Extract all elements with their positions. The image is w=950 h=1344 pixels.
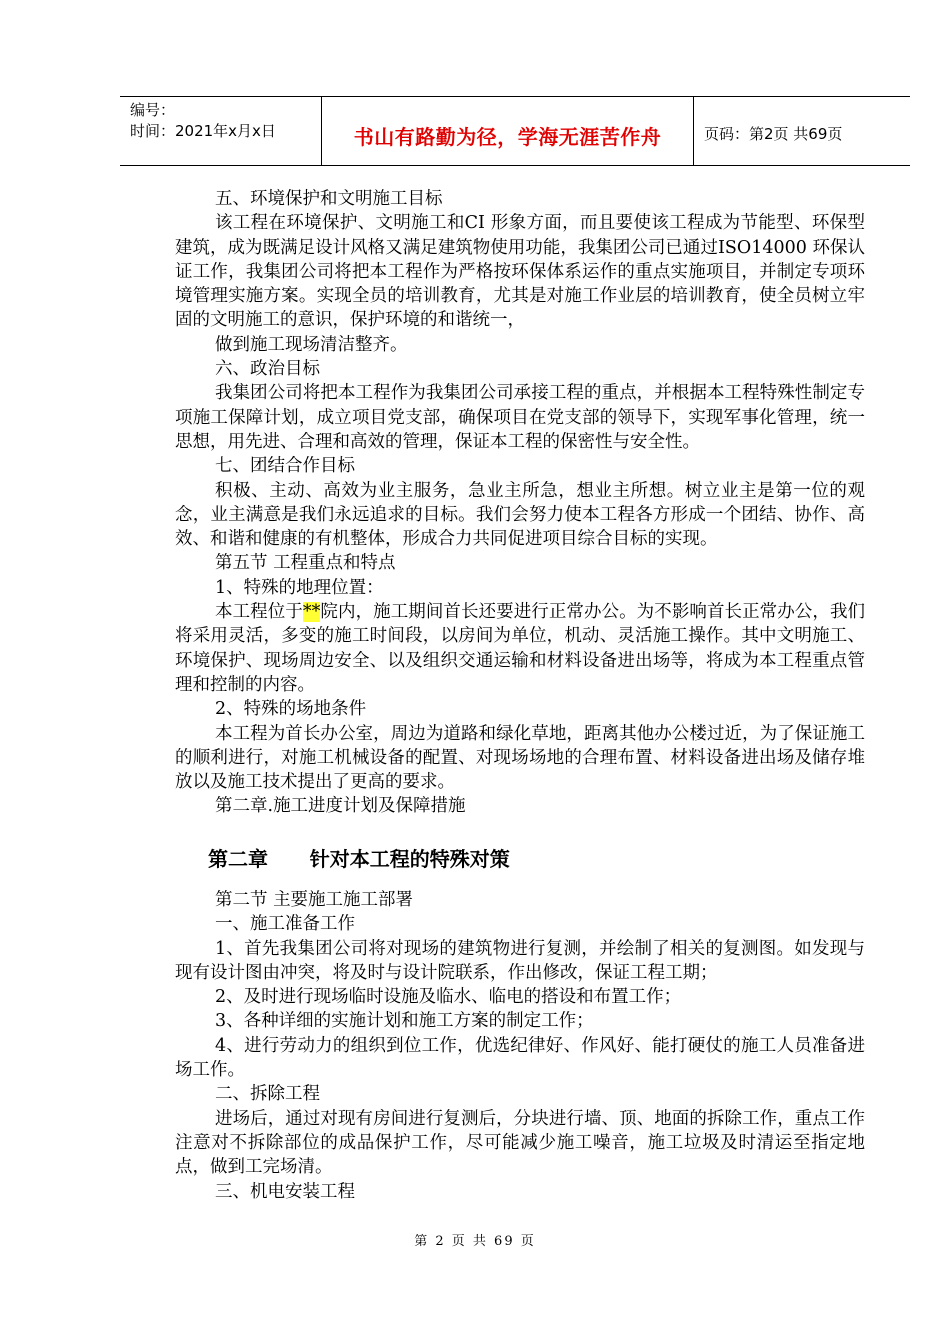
page-footer: 第 2 页 共 69 页 (414, 1234, 536, 1249)
section-heading: 第五节 工程重点和特点 (215, 553, 396, 574)
document-time-label: 时间：2021年x月x日 (130, 122, 276, 140)
paragraph-text: 院内，施工期间首长还要进行正常办公。为不影响首长正常办公，我们将采用灵活，多变的施工时间段，以房间为单位，机动、灵活施工操作。其中文明施工、环境保护、现场周边安全、以及组织交通运输和材料设备进出场等，将成为本工程重点管理和控制的内容。 (175, 602, 866, 695)
header-page-info: 页码：第2页 共69页 (704, 125, 843, 143)
header-middle-cell (322, 97, 694, 165)
section-heading: 六、政治目标 (215, 359, 320, 380)
document-body-part1 (175, 187, 865, 819)
paragraph: 该工程在环境保护、文明施工和CI 形象方面，而且要使该工程成为节能型、环保型建筑，成为既满足设计风格又满足建筑物使用功能，我集团公司已通过ISO14000 环保认证工作，我集团公司将把本工程作为严格按环保体系运作的重点实施项目，并制定专项环境管理实施方案。实现全员的培训教育，尤其是对施工作业层的培训教育，使全员树立牢固的文明施工的意识，保护环境的和谐统一， (175, 213, 865, 331)
highlighted-text: ** (302, 602, 321, 623)
subsection-heading: 一、施工准备工作 (215, 914, 355, 935)
paragraph: 本工程为首长办公室，周边为道路和绿化草地，距离其他办公楼过近，为了保证施工的顺利进行，对施工机械设备的配置、对现场场地的合理布置、材料设备进出场及储存堆放以及施工技术提出了更高的要求。 (175, 723, 865, 793)
section-heading: 第二节 主要施工施工部署 (215, 890, 414, 910)
section-heading: 五、环境保护和文明施工目标 (215, 189, 443, 209)
paragraph: 做到施工现场清洁整齐。 (215, 334, 408, 355)
section-heading: 七、团结合作目标 (215, 456, 355, 477)
page-header (120, 96, 910, 166)
paragraph (175, 600, 865, 697)
list-item: 3、各种详细的实施计划和施工方案的制定工作； (215, 1011, 594, 1032)
subsection-heading: 二、拆除工程 (215, 1084, 320, 1105)
document-body-part2 (175, 888, 865, 1204)
item-heading: 1、特殊的地理位置： (215, 577, 384, 598)
header-right-cell (694, 97, 910, 165)
subsection-heading: 三、机电安装工程 (215, 1181, 355, 1202)
paragraph-text: 本工程位于 (215, 602, 303, 623)
list-item: 1、首先我集团公司将对现场的建筑物进行复测，并绘制了相关的复测图。如发现与现有设计图由冲突，将及时与设计院联系，作出修改，保证工程工期； (175, 938, 865, 983)
header-motto: 书山有路勤为径，学海无涯苦作舟 (353, 125, 662, 149)
header-left-cell (120, 97, 322, 165)
list-item: 4、进行劳动力的组织到位工作，优选纪律好、作风好、能打硬仗的施工人员准备进场工作。 (175, 1035, 865, 1081)
item-heading: 2、特殊的场地条件 (215, 699, 367, 720)
paragraph: 积极、主动、高效为业主服务，急业主所急，想业主所想。树立业主是第一位的观念，业主满意是我们永远追求的目标。我们会努力使本工程各方形成一个团结、协作、高效、和谐和健康的有机整体，形成合力共同促进项目综合目标的实现。 (175, 480, 865, 550)
paragraph: 进场后，通过对现有房间进行复测后，分块进行墙、顶、地面的拆除工作，重点工作注意对不拆除部位的成品保护工作，尽可能减少施工噪音，施工垃圾及时清运至指定地点，做到工完场清。 (175, 1108, 865, 1178)
paragraph: 我集团公司将把本工程作为我集团公司承接工程的重点，并根据本工程特殊性制定专项施工保障计划，成立项目党支部，确保项目在党支部的领导下，实现军事化管理，统一思想，用先进、合理和高效的管理，保证本工程的保密性与安全性。 (175, 383, 865, 452)
chapter-heading: 第二章 针对本工程的特殊对策 (208, 847, 510, 871)
chapter-reference: 第二章.施工进度计划及保障措施 (215, 796, 466, 817)
document-number-label: 编号： (130, 101, 176, 119)
list-item: 2、及时进行现场临时设施及临水、临电的搭设和布置工作； (215, 987, 682, 1008)
